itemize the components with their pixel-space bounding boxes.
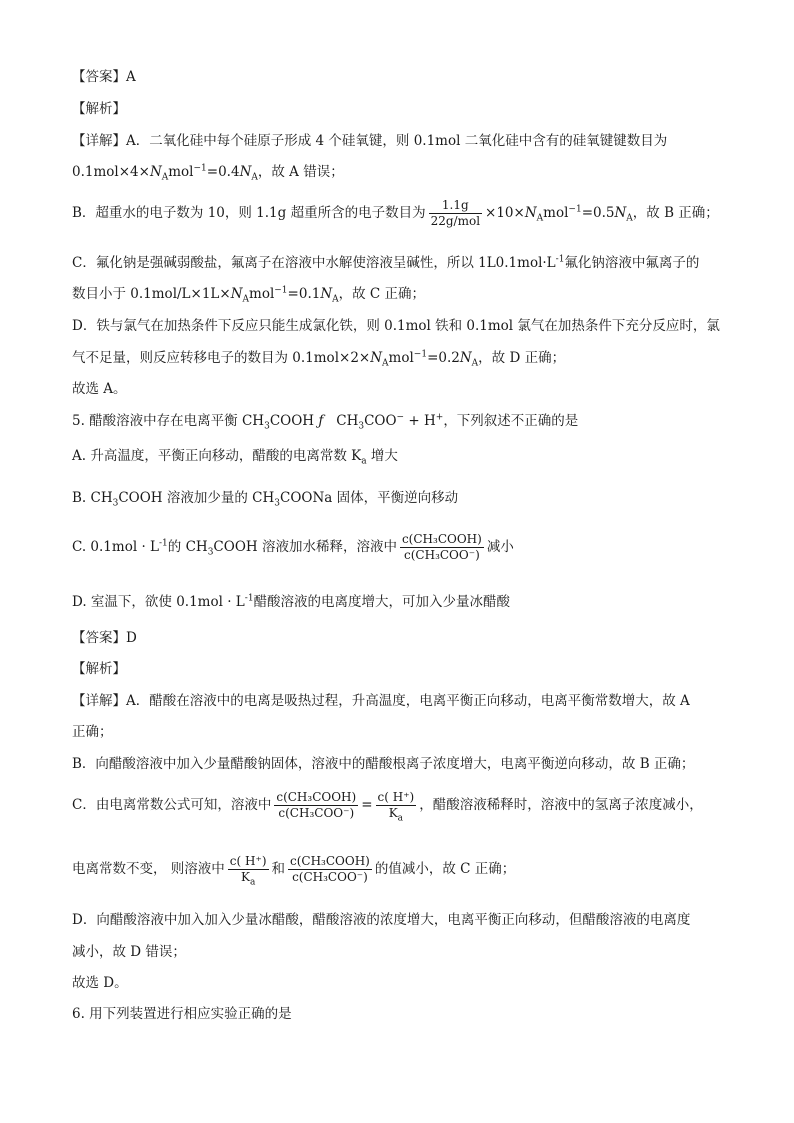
q5-option-b: B. $CH_3COOH$ 溶液加少量的 $CH_3COONa$ 固体，平衡逆向移动	[72, 490, 459, 509]
fraction: c(CH₃COOH) c(CH₃COO⁻)	[276, 790, 357, 820]
q4-detail-b-line: B．超重水的电子数为 10，则 1.1g 超重所含的电子数目为 1.1g 22g/mol $\times 10\times N_Amol^{-1}=0.5N_A$，故 B 正确；	[72, 198, 719, 228]
q4-detail-d-line2: 气不足量，则反应转移电子的数目为 $0.1mol\times 2\times N_Amol^{-1}=0.2N_A$，故 D 正确；	[72, 349, 566, 369]
q4-detail-a-line2: $0.1mol\times 4\times N_Amol^{-1}=0.4N_A$，故 A 错误；	[72, 163, 344, 183]
q5-option-a: A. 升高温度，平衡正向移动，醋酸的电离常数 $K_a$ 增大	[72, 448, 398, 467]
q5-detail-d-line1: D．向醋酸溶液中加入加入少量冰醋酸，醋酸溶液的浓度增大，电离平衡正向移动，但醋酸溶液的电离度	[72, 912, 691, 928]
q5-detail-a-line1: 【详解】A．醋酸在溶液中的电离是吸热过程，升高温度，电离平衡正向移动，电离平衡常数增大，故 A	[72, 693, 690, 709]
q4-detail-c-line1: C．氟化钠是强碱弱酸盐，氟离子在溶液中水解使溶液呈碱性，所以 $1L0.1mol\cdot L^{-1}$氟化钠溶液中氟离子的	[72, 254, 700, 271]
q6-stem: 6. 用下列装置进行相应实验正确的是	[72, 1006, 292, 1022]
fraction: c(CH₃COOH) c(CH₃COO⁻)	[401, 532, 482, 562]
fraction: $\frac{c( H^+)}{K_a}$	[229, 854, 267, 888]
q5-option-c: C. $0.1mol \cdot L^{-1}$的 $CH_3COOH$ 溶液加水稀释，溶液中 c(CH₃COOH) c(CH₃COO⁻) 减小	[72, 532, 514, 562]
q4-answer-line: 【答案】A	[72, 69, 136, 85]
q4-conclusion: 故选 A。	[72, 381, 127, 397]
q5-detail-c-line2: 电离常数不变， 则溶液中 $\frac{c( H^+)}{K_a}$ 和 c(CH₃COOH) c(CH₃COO⁻) 的值减小，故 C 正确；	[72, 854, 516, 888]
q4-analysis-heading: 【解析】	[72, 101, 126, 117]
q5-option-d: D. 室温下，欲使 $0.1mol \cdot L^{-1}$醋酸溶液的电离度增大，可加入少量冰醋酸	[72, 593, 511, 610]
q5-stem: 5. 醋酸溶液中存在电离平衡 $CH_3COOH$ ƒ $CH_3COO^- + H^+$，下列叙述不正确的是	[72, 412, 579, 432]
q5-detail-d-line2: 减小，故 D 错误；	[72, 944, 186, 960]
q4-detail-c-line2: 数目小于 $0.1mol/L\times 1L\times N_Amol^{-1}=0.1N_A$，故 C 正确；	[72, 285, 426, 305]
fraction: $\frac{c( H^+)}{K_a}$	[377, 790, 415, 824]
q5-detail-c-line1: C．由电离常数公式可知，溶液中 c(CH₃COOH) c(CH₃COO⁻) = $\frac{c( H^+)}{K_a}$ ，醋酸溶液稀释时，溶液中的氢离子浓度减小，	[72, 790, 703, 824]
q4-detail-d-line1: D．铁与氯气在加热条件下反应只能生成氯化铁，则 0.1mol 铁和 0.1mol 氯气在加热条件下充分反应时，氯	[72, 318, 720, 334]
q5-conclusion: 故选 D。	[72, 975, 128, 991]
q4-detail-a-line1: 【详解】A．二氧化硅中每个硅原子形成 4 个硅氧键，则 0.1mol 二氧化硅中含有的硅氧键键数目为	[72, 133, 668, 149]
q5-detail-a-line2: 正确；	[72, 724, 113, 740]
q5-analysis-heading: 【解析】	[72, 661, 126, 677]
fraction: c(CH₃COOH) c(CH₃COO⁻)	[290, 854, 370, 884]
q5-answer-line: 【答案】D	[72, 630, 137, 646]
fraction: 1.1g 22g/mol	[430, 198, 481, 228]
q5-detail-b-line: B．向醋酸溶液中加入少量醋酸钠固体，溶液中的醋酸根离子浓度增大，电离平衡逆向移动，故 B 正确；	[72, 756, 695, 772]
